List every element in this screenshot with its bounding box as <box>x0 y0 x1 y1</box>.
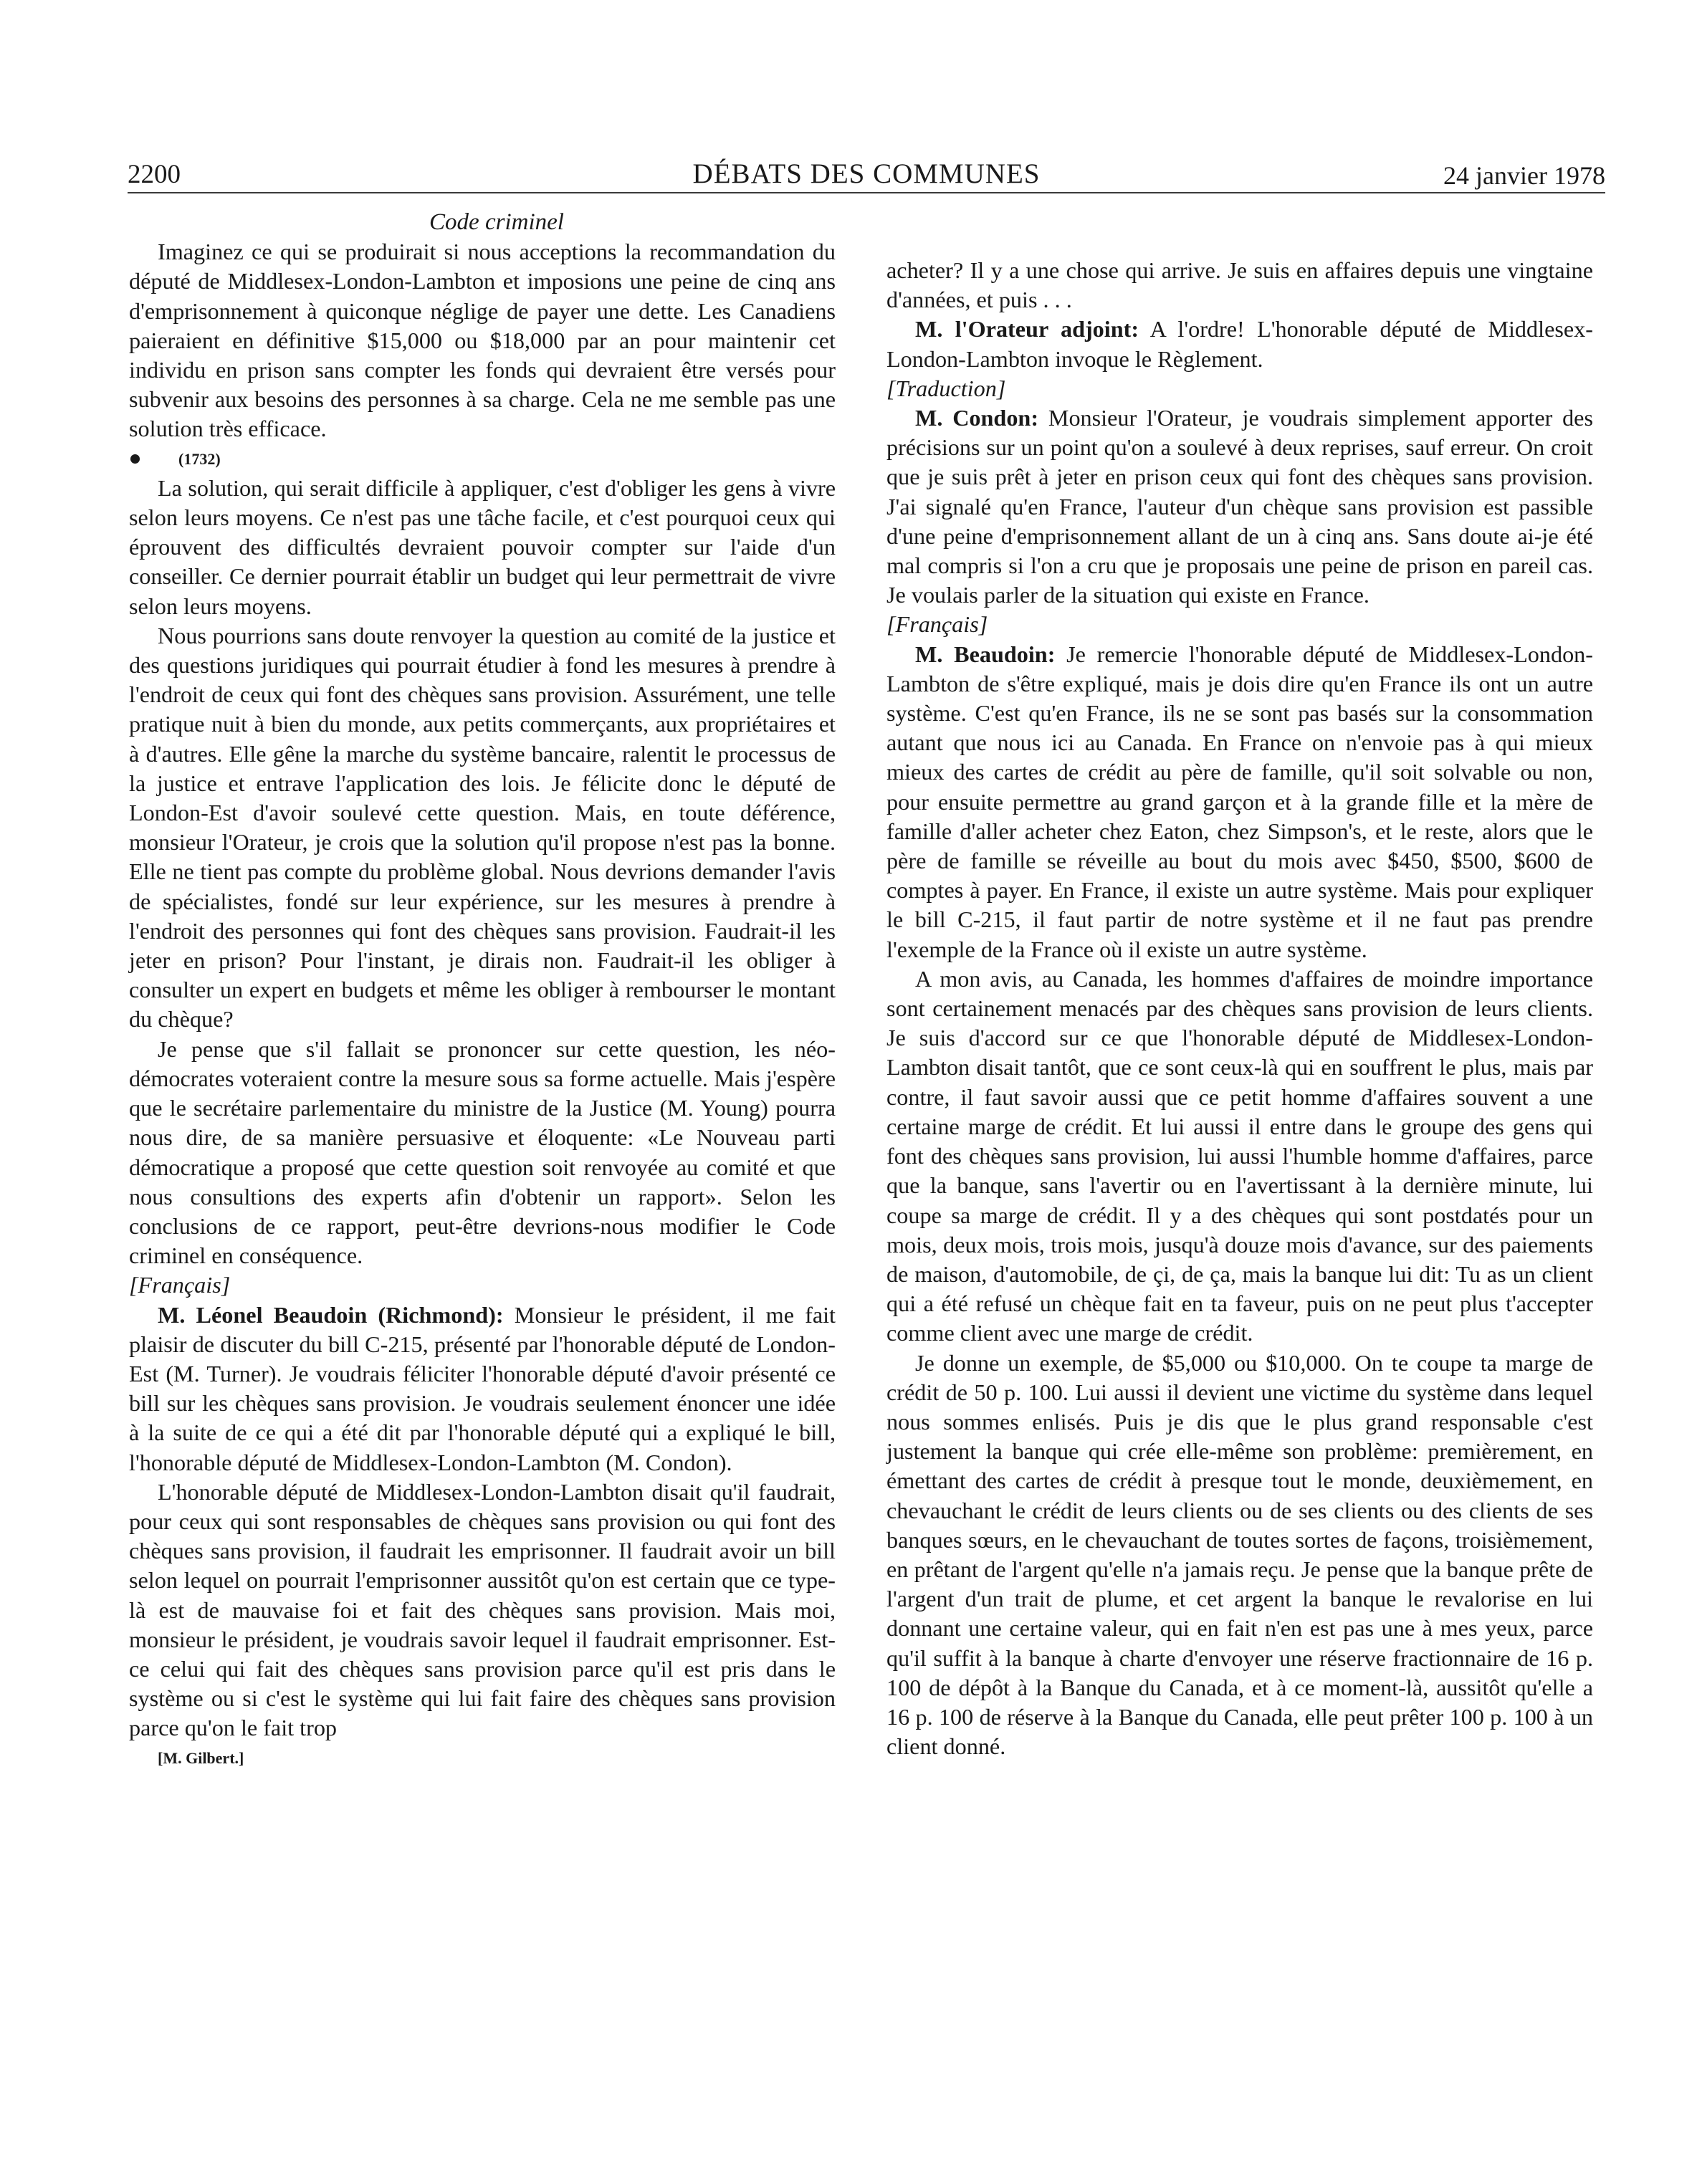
paragraph: Je pense que s'il fallait se prononcer sur cette question, les néo-démocrates voteraient contre la mesure sous sa forme actuelle. Mais j'espère que le secrétaire parlementaire du ministre de la Justice (M. Young) pourra nous dire, de sa manière persuasive et éloquente: «Le Nouveau parti démocratique a proposé que cette question soit renvoyée au comité et que nous consultions des experts afin d'obtenir un rapport». Selon les conclusions de ce rapport, peut-être devrions-nous modifier le Code criminel en conséquence. <box>129 1035 836 1269</box>
time-marker-label: (1732) <box>178 449 221 468</box>
language-marker: [Français] <box>886 611 988 638</box>
paragraph <box>886 403 1593 610</box>
paragraph <box>886 315 1593 373</box>
paragraph: La solution, qui serait difficile à appliquer, c'est d'obliger les gens à vivre selon leurs moyens. Ce n'est pas une tâche facile, et c'est pourquoi ceux qui éprouvent des difficultés devraient pouvoir compter sur l'aide d'un conseiller. Ce dernier pourrait établir un budget qui leur permettrait de vivre selon leurs moyens. <box>129 474 836 619</box>
journal-title: DÉBATS DES COMMUNES <box>692 158 1041 189</box>
paragraph: A mon avis, au Canada, les hommes d'affaires de moindre importance sont certainement menacés par des chèques sans provision de leurs clients. Je suis d'accord sur ce que l'honorable député de Middlesex-London-Lambton disait tantôt, que ce sont ceux-là qui en souffrent le plus, mais par contre, il faut savoir aussi que ce petit homme d'affaires souvent a une certaine marge de crédit. Et lui aussi il entre dans le groupe des gens qui font des chèques sans provision, lui aussi l'humble homme d'affaires, parce que la banque, sans l'avertir ou en l'avertissant à la dernière minute, lui coupe sa marge de crédit. Il y a des chèques qui sont postdatés pour un mois, deux mois, trois mois, jusqu'à douze mois d'avance, sur des paiements de maison, d'automobile, de çi, de ça, mais la banque lui dit: Tu as un client qui a été refusé un chèque fait en ta faveur, puis on ne peut plus t'accepter comme client avec une marge de crédit. <box>886 965 1593 1346</box>
subject-heading: Code criminel <box>429 209 564 235</box>
paragraph <box>886 640 1593 964</box>
speaker-name: M. l'Orateur adjoint: <box>915 316 1139 343</box>
speaker-name: M. Léonel Beaudoin (Richmond): <box>158 1301 504 1328</box>
bullet-icon <box>130 454 140 464</box>
paragraph: acheter? Il y a une chose qui arrive. Je suis en affaires depuis une vingtaine d'années, et puis . . . <box>886 257 1593 313</box>
language-marker: [Français] <box>129 1272 231 1298</box>
paragraph: Imaginez ce qui se produirait si nous acceptions la recommandation du député de Middlesex-London-Lambton et imposions une peine de cinq ans d'emprisonnement à quiconque néglige de payer une dette. Les Canadiens paieraient en définitive $15,000 ou $18,000 par an pour maintenir cet individu en prison sans compter les fonds qui devraient être versés pour subvenir aux besoins des personnes à sa charge. Cela ne me semble pas une solution très efficace. <box>129 239 836 442</box>
time-marker <box>129 444 836 474</box>
paragraph: Nous pourrions sans doute renvoyer la question au comité de la justice et des questions juridiques qui pourrait étudier à fond les mesures à prendre à l'endroit de ceux qui font des chèques sans provision. Assurément, une telle pratique nuit à bien du monde, aux petits commerçants, aux propriétaires et à d'autres. Elle gêne la marche du système bancaire, ralentit le processus de la justice et entrave l'application des lois. Je félicite donc le député de London-Est d'avoir soulevé cette question. Mais, en toute déférence, monsieur l'Orateur, je crois que la solution qu'il propose n'est pas la bonne. Elle ne tient pas compte du problème global. Nous devrions demander l'avis de spécialistes, fondé sur leur expérience, sur les mesures à prendre à l'endroit des personnes qui font des chèques sans provision. Faudrait-il les jeter en prison? Pour l'instant, je dirais non. Faudrait-il les obliger à consulter un expert en budgets et même les obliger à rembourser le montant du chèque? <box>129 622 836 1033</box>
left-column <box>129 208 836 1773</box>
speech-text: Monsieur l'Orateur, je voudrais simplement apporter des précisions sur un point qu'on a soulevé à deux reprises, sauf erreur. On croit que je suis prêt à jeter en prison ceux qui font des chèques sans provision. J'ai signalé qu'en France, l'auteur d'un chèque sans provision est passible d'une peine d'emprisonnement allant de un à cinq ans. Sans doute ai-je été mal compris si l'on a cru que je proposais une peine de prison en pareil cas. Je voulais parler de la situation qui existe en France. <box>886 405 1593 608</box>
language-marker: [Traduction] <box>886 375 1006 401</box>
paragraph: L'honorable député de Middlesex-London-Lambton disait qu'il faudrait, pour ceux qui sont responsables de chèques sans provision ou qui font des chèques sans provision, il faudrait les emprisonner. Il faudrait avoir un bill selon lequel on pourrait l'emprisonner aussitôt qu'on est certain que ce type-là est de mauvaise foi et fait des chèques sans provision. Mais moi, monsieur le président, je voudrais savoir lequel il faudrait emprisonner. Est-ce celui qui fait des chèques sans provision parce qu'il est pris dans le système ou si c'est le système qui lui fait faire des chèques sans provision parce qu'on le fait trop <box>129 1478 836 1741</box>
speech-text: Je remercie l'honorable député de Middlesex-London-Lambton de s'être expliqué, mais je dois dire qu'en France ils ont un autre système. C'est qu'en France, ils ne se sont pas basés sur la consommation autant que nous ici au Canada. En France on n'envoie pas à qui mieux mieux des cartes de crédit au père de famille, qu'il soit solvable ou non, pour ensuite permettre au grand garçon et à la grande fille et la mère de famille d'aller acheter chez Eaton, chez Simpson's, et le reste, alors que le père de famille se réveille au bout du mois avec $450, $500, $600 de comptes à payer. En France, il existe un autre système. Mais pour expliquer le bill C-215, il faut partir de notre système et il ne faut pas prendre l'exemple de la France où il existe un autre système. <box>886 641 1593 962</box>
speech-text: A l'ordre! L'honorable député de Middlesex-London-Lambton invoque le Règlement. <box>886 316 1593 372</box>
speaker-footnote: [M. Gilbert.] <box>158 1748 244 1767</box>
paragraph: Je donne un exemple, de $5,000 ou $10,000. On te coupe ta marge de crédit de 50 p. 100. Lui aussi il devient une victime du système dans lequel nous sommes enlisés. Puis je dis que le plus grand responsable c'est justement la banque qui crée elle-même son problème: premièrement, en émettant des cartes de crédit à presque tout le monde, deuxièmement, en chevauchant le crédit de leurs clients ou de ses clients ou des clients de ses banques sœurs, en le chevauchant de toutes sortes de façons, troisièmement, en prêtant de l'argent qu'elle n'a jamais reçu. Je pense que la banque prête de l'argent d'un trait de plume, et cet argent la banque le revalorise en lui donnant une certaine valeur, qui en fait n'en est pas une à mes yeux, parce qu'il suffit à la banque à charte d'envoyer une réserve fractionnaire de 16 p. 100 de dépôt à la Banque du Canada, et à ce moment-là, aussitôt qu'elle a 16 p. 100 de réserve à la Banque du Canada, elle peut prêter 100 p. 100 à un client donné. <box>886 1349 1593 1760</box>
right-column <box>886 256 1593 1761</box>
page-number: 2200 <box>128 160 181 189</box>
header-date: 24 janvier 1978 <box>1443 161 1605 190</box>
speech-text: Monsieur le président, il me fait plaisir de discuter du bill C-215, présenté par l'honorable député de London-Est (M. Turner). Je voudrais féliciter l'honorable député d'avoir présenté ce bill sur les chèques sans provision. Je voudrais seulement énoncer une idée à la suite de ce qui a été dit par l'honorable député qui a expliqué le bill, l'honorable député de Middlesex-London-Lambton (M. Condon). <box>129 1301 836 1475</box>
speaker-name: M. Beaudoin: <box>915 641 1056 667</box>
speaker-name: M. Condon: <box>915 405 1039 431</box>
paragraph <box>129 1301 836 1477</box>
running-header <box>128 152 1605 193</box>
